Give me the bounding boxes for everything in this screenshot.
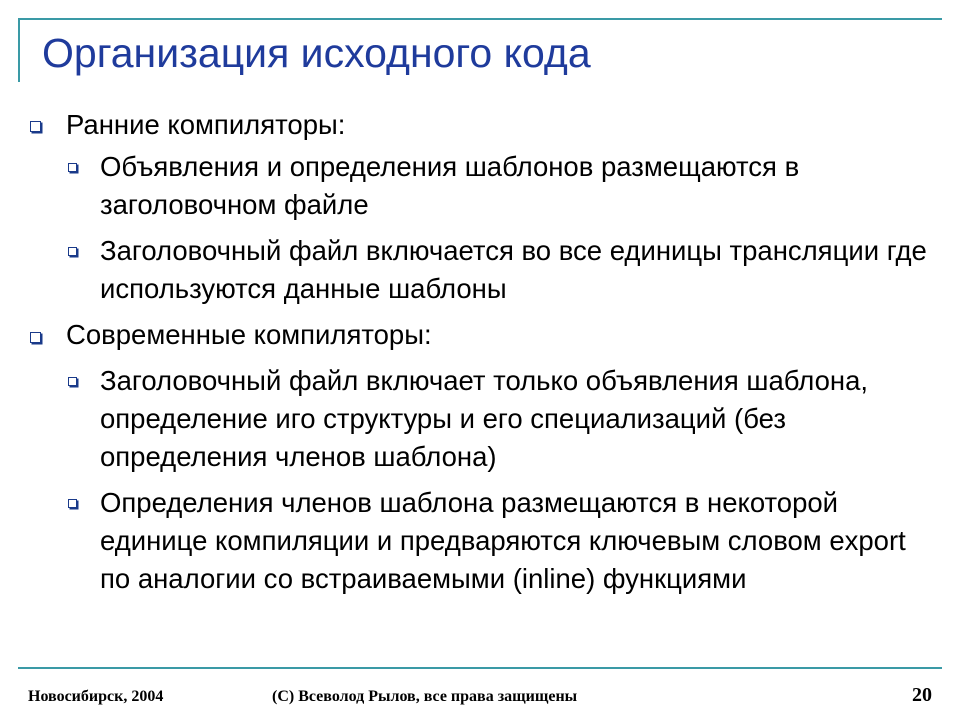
square-bullet-icon [68,247,77,256]
square-bullet-icon [68,163,77,172]
bullet-item-early-compilers: Ранние компиляторы: [66,109,346,140]
bullet-item-modern-compilers: Современные компиляторы: [66,319,432,350]
page-number: 20 [912,684,932,706]
bullet-subitem-member-definitions: Определения членов шаблона размещаются в некоторой единице компиляции и предваряются ключевым словом export по аналогии со встраиваемыми (inline) функциями [100,487,906,594]
bullet-subitem-header-included: Заголовочный файл включается во все единицы трансляции где используются данные шаблоны [100,235,927,304]
title-accent-line-horizontal [18,18,942,20]
square-bullet-icon [68,377,77,386]
square-bullet-icon [30,332,41,343]
footer-copyright: (C) Всеволод Рылов, все права защищены [272,688,578,705]
bullet-subitem-declarations: Объявления и определения шаблонов размещаются в заголовочном файле [100,151,800,220]
title-accent-line-vertical [18,18,20,82]
bullet-subitem-header-declarations-only: Заголовочный файл включает только объявления шаблона, определение иго структуры и его специализаций (без определения членов шаблона) [100,365,869,472]
slide-title: Организация исходного кода [42,30,591,76]
footer-location-year: Новосибирск, 2004 [28,688,164,705]
footer-divider [18,667,942,669]
square-bullet-icon [30,121,41,132]
square-bullet-icon [68,499,77,508]
